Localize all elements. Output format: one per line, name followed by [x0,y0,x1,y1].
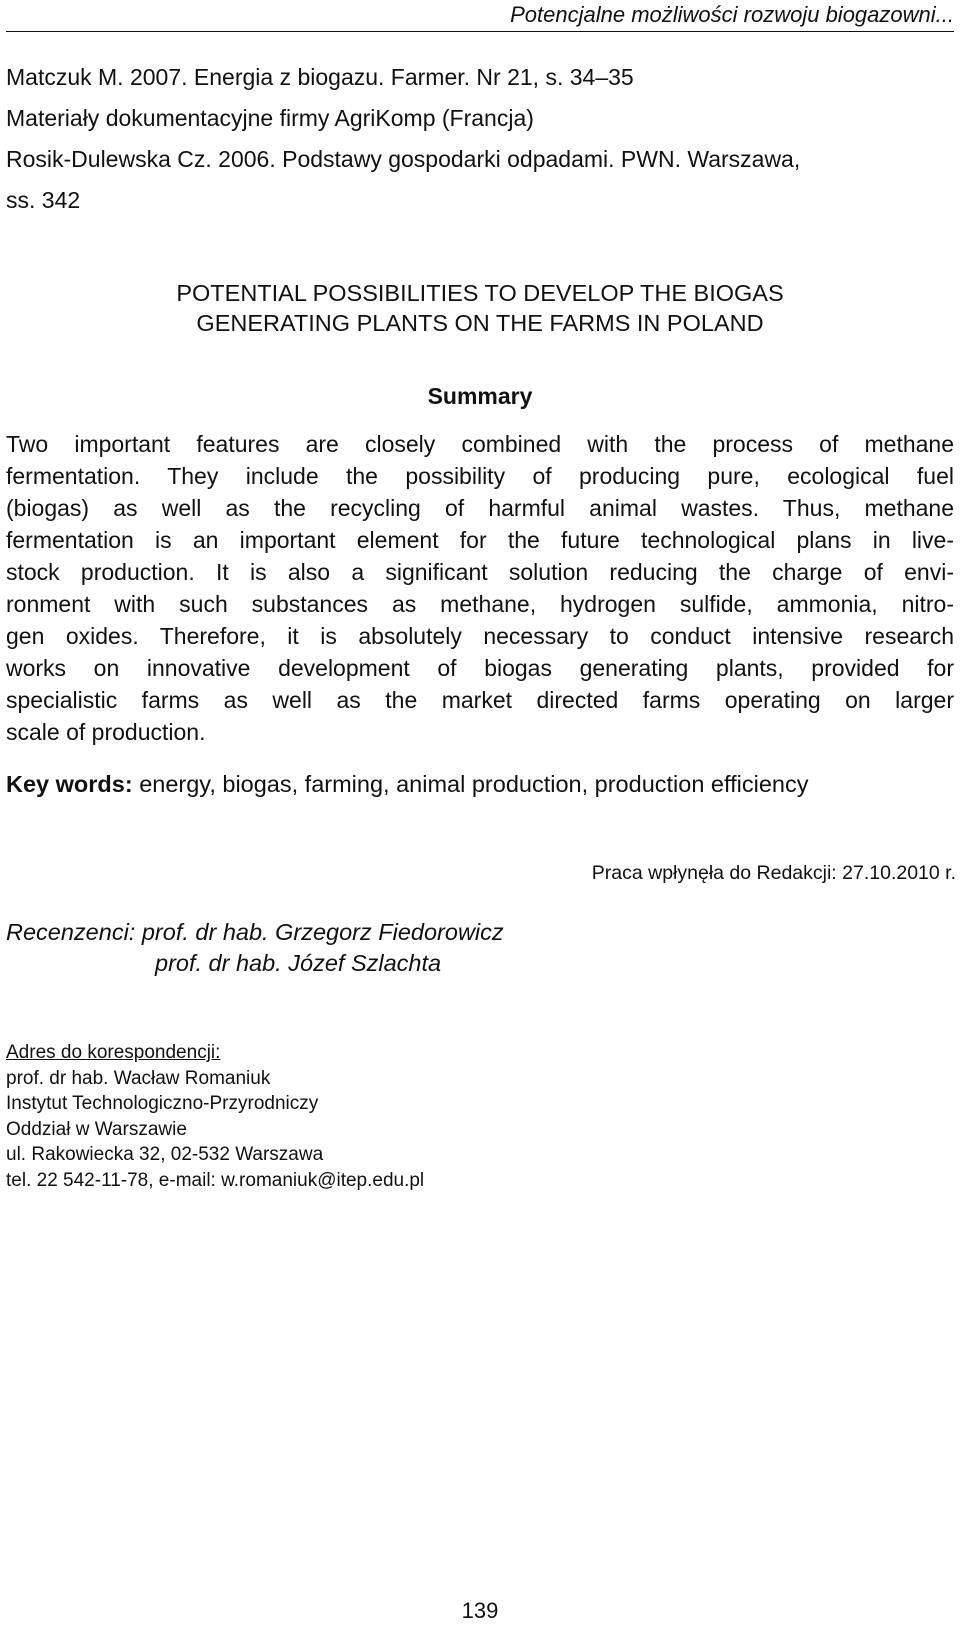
summary-line: gen oxides. Therefore, it is absolutely necessary to conduct intensive research [6,623,954,649]
summary-paragraph [6,428,954,748]
keywords [6,768,954,800]
received-note: Praca wpłynęła do Redakcji: 27.10.2010 r. [591,862,956,884]
summary-heading: Summary [427,383,533,409]
running-head: Potencjalne możliwości rozwoju biogazowni... [6,0,954,32]
english-title [0,278,960,338]
reviewer-line: Recenzenci: prof. dr hab. Grzegorz Fiedorowicz [6,919,504,945]
reviewer-line: prof. dr hab. Józef Szlachta [155,950,442,976]
english-title-line: GENERATING PLANTS ON THE FARMS IN POLAND [196,310,764,336]
address-line: ul. Rakowiecka 32, 02-532 Warszawa [6,1144,324,1165]
summary-line: Two important features are closely combined with the process of methane [6,431,954,457]
english-title-line: POTENTIAL POSSIBILITIES TO DEVELOP THE BIOGAS [176,280,784,306]
summary-line: stock production. It is also a significant solution reducing the charge of envi- [6,559,954,585]
summary-line: scale of production. [6,719,206,745]
reference-list [6,57,954,221]
keywords-label: Key words: [6,771,133,797]
address-line: Instytut Technologiczno-Przyrodniczy [6,1093,319,1114]
page-number: 139 [461,1598,499,1623]
address-heading: Adres do korespondencji: [6,1042,221,1063]
summary-line: works on innovative development of biogas generating plants, provided for [6,655,954,681]
reference-item: ss. 342 [6,187,81,213]
summary-line: fermentation. They include the possibility of producing pure, ecological fuel [6,463,954,489]
address-line: prof. dr hab. Wacław Romaniuk [6,1067,271,1089]
summary-line: fermentation is an important element for the future technological plans in live- [6,527,954,553]
address-line: Oddział w Warszawie [6,1118,187,1140]
correspondence-address [6,1040,954,1193]
reference-item: Matczuk M. 2007. Energia z biogazu. Farmer. Nr 21, s. 34–35 [6,64,634,90]
summary-line: ronment with such substances as methane, hydrogen sulfide, ammonia, nitro- [6,591,954,617]
summary-line: specialistic farms as well as the market directed farms operating on larger [6,687,954,713]
keywords-text: energy, biogas, farming, animal production, production efficiency [139,771,809,797]
reference-item: Rosik-Dulewska Cz. 2006. Podstawy gospodarki odpadami. PWN. Warszawa, [6,146,801,172]
reviewers [6,917,954,979]
address-line: tel. 22 542-11-78, e-mail: w.romaniuk@itep.edu.pl [6,1169,425,1191]
reference-item: Materiały dokumentacyjne firmy AgriKomp (Francja) [6,105,534,131]
summary-line: (biogas) as well as the recycling of harmful animal wastes. Thus, methane [6,495,954,521]
